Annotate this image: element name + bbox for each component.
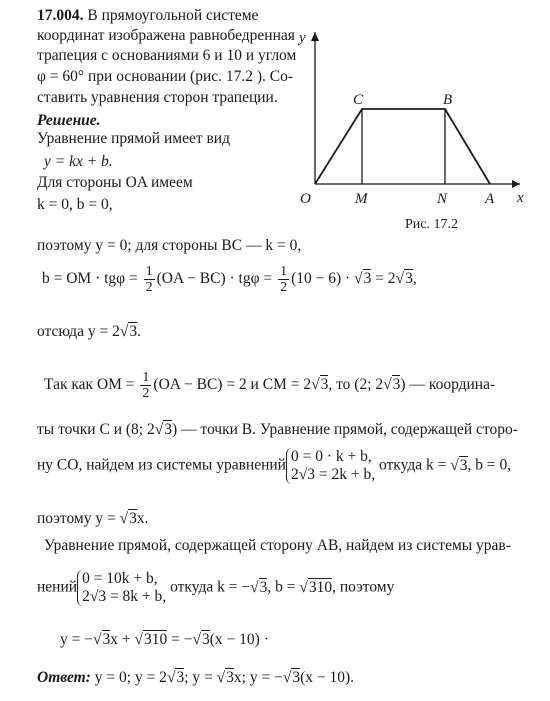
- paragraph-2-line-3: ну CO, найдем из системы уравнений 0 = 0 · k + b, 2√3 = 2k + b, откуда k = √ 3, b = 0,: [37, 448, 511, 484]
- x-axis-arrow: [512, 180, 520, 188]
- problem-line-5: ставить уравнения сторон трапеции.: [37, 89, 278, 106]
- sqrt-sign: [217, 669, 226, 686]
- fraction-half: $\frac{1}{2}$: [145, 264, 153, 295]
- trapezoid-sides: [315, 109, 490, 184]
- formula-ab-line: y = −√ 3x + √ 310 = −√ 3(x − 10) ·: [60, 631, 269, 649]
- label-a: A: [485, 191, 495, 207]
- figure-caption: Рис. 17.2: [405, 217, 458, 232]
- label-m: M: [355, 191, 368, 207]
- solution-line-3: Для стороны OA имеем: [37, 174, 193, 191]
- solution-heading: Решение.: [37, 112, 101, 129]
- sqrt-sign: [120, 510, 129, 527]
- sqrt-sign: [299, 579, 308, 596]
- fraction-half: $\frac{1}{2}$: [280, 264, 288, 295]
- solution-line-1: Уравнение прямой имеет вид: [37, 130, 230, 147]
- paragraph-3-line-1: Уравнение прямой, содержащей сторону AB, найдем из системы урав-: [44, 537, 511, 554]
- sqrt-sign: [93, 631, 102, 648]
- equation-system-ab: 0 = 10k + b, 2√3 = 8k + b,: [77, 570, 166, 606]
- sqrt-sign: [193, 631, 202, 648]
- solution-line-2: y = kx + b.: [44, 153, 113, 170]
- sqrt-sign: [354, 270, 363, 287]
- solution-line-6: отсюда y = 2√ 3.: [37, 323, 141, 341]
- problem-line-3: трапеция с основаниями 6 и 10 и углом: [37, 47, 297, 64]
- solution-line-4: k = 0, b = 0,: [37, 196, 113, 213]
- answer-label: Ответ:: [37, 669, 91, 686]
- sqrt-sign: [311, 376, 320, 393]
- formula-b-om: b = OM · tgφ = $\frac{1}{2}$ (OA − BC) · tgφ = $\frac{1}{2}$ (10 − 6) · √ 3 = 2√ 3,: [42, 264, 417, 295]
- paragraph-2-line-1: Так как OM = $\frac{1}{2}$ (OA − BC) = 2 и CM = 2√ 3, то (2; 2√ 3) — координа-: [44, 370, 495, 401]
- trapezoid-figure: [295, 20, 540, 250]
- label-x: x: [517, 190, 524, 206]
- label-y: y: [299, 30, 306, 46]
- label-c: C: [353, 92, 364, 108]
- problem-line-1: 17.004. В прямоугольной системе: [37, 7, 259, 24]
- sqrt-sign: [396, 270, 405, 287]
- sqrt-sign: [135, 631, 144, 648]
- sqrt-sign: [450, 457, 459, 474]
- label-n: N: [437, 191, 448, 207]
- fraction-half: $\frac{1}{2}$: [142, 370, 150, 401]
- problem-number: 17.004.: [37, 7, 84, 24]
- problem-line-4: φ = 60° при основании (рис. 17.2 ). Со-: [37, 68, 294, 85]
- sqrt-sign: [250, 579, 259, 596]
- paragraph-3-line-2: нений 0 = 10k + b, 2√3 = 8k + b, откуда k = −√ 3, b = √ 310, поэтому: [37, 570, 394, 606]
- paragraph-2-line-2: ты точки C и (8; 2√ 3) — точки B. Уравнение прямой, содержащей сторо-: [37, 421, 518, 439]
- solution-line-5: поэтому y = 0; для стороны BC — k = 0,: [37, 237, 302, 254]
- y-axis-arrow: [311, 32, 319, 41]
- sqrt-sign: [155, 421, 164, 438]
- paragraph-2-line-4: поэтому y = √ 3x.: [37, 510, 148, 528]
- problem-line-2: координат изображена равнобедренная: [37, 27, 295, 44]
- sqrt-sign: [383, 376, 392, 393]
- label-o: O: [300, 191, 311, 207]
- equation-system-co: 0 = 0 · k + b, 2√3 = 2k + b,: [286, 448, 375, 484]
- answer-line: Ответ: y = 0; y = 2√ 3; y = √ 3x; y = −√ 3(x − 10).: [37, 669, 354, 687]
- label-b: B: [443, 92, 453, 108]
